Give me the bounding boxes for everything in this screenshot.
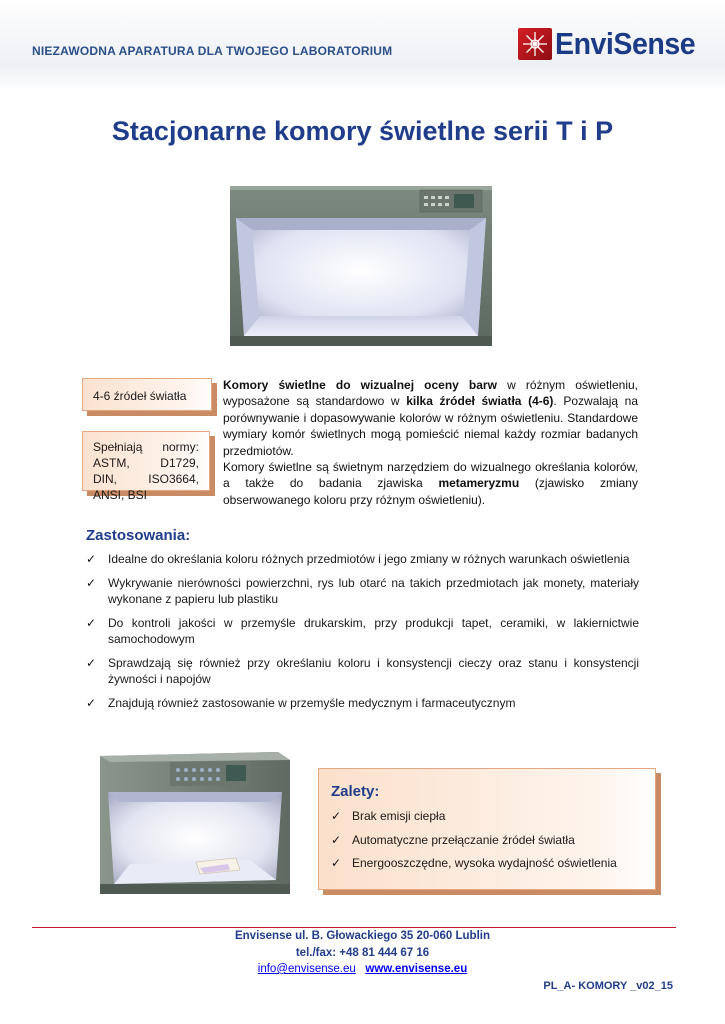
intro-paragraph-2: Komory świetlne są świetnym narzędziem do wizualnego określania kolorów, a także do badania zjawiska metameryzmu (zjawisko zmiany obserwowanego koloru przy różnym oświetleniu). <box>223 460 638 507</box>
checkmark-icon: ✓ <box>86 575 97 590</box>
advantages-heading: Zalety: <box>331 783 380 800</box>
intro-paragraph-1: Komory świetlne do wizualnej oceny barw w różnym oświetleniu, wyposażone są standardowo w kilka źródeł światła (4-6). Pozwalają na porównywanie i dopasowywanie kolorów w różnym oświetleniu. Standardowe wymiary komór świetlnych mogą pomieścić niemal każdy rozmiar badanych przedmiotów. <box>223 378 638 458</box>
checkmark-icon: ✓ <box>331 809 342 823</box>
logo-text: EnviSense <box>555 26 696 61</box>
list-item: ✓ Do kontroli jakości w przemyśle drukarskim, przy produkcji tapet, ceramiki, w lakiernictwie samochodowym <box>86 615 639 646</box>
applications-heading: Zastosowania: <box>86 527 191 544</box>
list-item: ✓ Wykrywanie nierówności powierzchni, rys lub otarć na takich przedmiotach jak monety, materiały wykonane z papieru lub plastiku <box>86 575 639 606</box>
page-title: Stacjonarne komory świetlne serii T i P <box>111 116 614 146</box>
list-item: ✓ Znajdują również zastosowanie w przemyśle medycznym i farmaceutycznym <box>86 695 516 710</box>
footer-phone: tel./fax: +48 81 444 67 16 <box>295 947 430 959</box>
advantages-list <box>331 808 617 879</box>
standards-box: Spełniają normy: ASTM, D1729, DIN, ISO3664, ANSI, BSI <box>82 431 210 491</box>
checkmark-icon: ✓ <box>331 856 342 870</box>
checkmark-icon: ✓ <box>331 832 342 847</box>
light-cabinet-angled-image <box>100 752 290 894</box>
envisense-logo[interactable] <box>518 26 707 62</box>
list-item: ✓ Automatyczne przełączanie źródeł światła <box>331 832 575 847</box>
footer-divider <box>32 927 676 928</box>
list-item: ✓ Idealne do określania koloru różnych przedmiotów i jego zmiany w różnych warunkach oświetlenia <box>86 552 630 566</box>
logo-star-icon <box>518 28 552 60</box>
footer-contacts <box>0 963 725 975</box>
document-code: PL_A- KOMORY _v02_15 <box>543 980 673 992</box>
header-tagline: NIEZAWODNA APARATURA DLA TWOJEGO LABORATORIUM <box>32 44 393 58</box>
list-item: ✓ Brak emisji ciepła <box>331 809 446 823</box>
list-item: ✓ Sprawdzają się również przy określaniu koloru i konsystencji cieczy oraz stanu i konsystencji żywności i napojów <box>86 655 639 686</box>
checkmark-icon: ✓ <box>86 695 97 710</box>
list-item: ✓ Energooszczędne, wysoka wydajność oświetlenia <box>331 856 617 870</box>
checkmark-icon: ✓ <box>86 552 97 566</box>
advantages-box <box>318 768 656 890</box>
intro-text <box>223 377 638 508</box>
checkmark-icon: ✓ <box>86 655 97 670</box>
email-link[interactable]: info@envisense.eu <box>257 963 356 975</box>
website-link[interactable]: www.envisense.eu <box>365 963 468 975</box>
applications-list <box>86 551 639 718</box>
light-sources-box: 4-6 źródeł światła <box>82 378 212 411</box>
checkmark-icon: ✓ <box>86 615 97 630</box>
light-cabinet-image <box>230 186 492 346</box>
footer-address: Envisense ul. B. Głowackiego 35 20-060 Lublin <box>234 930 490 942</box>
